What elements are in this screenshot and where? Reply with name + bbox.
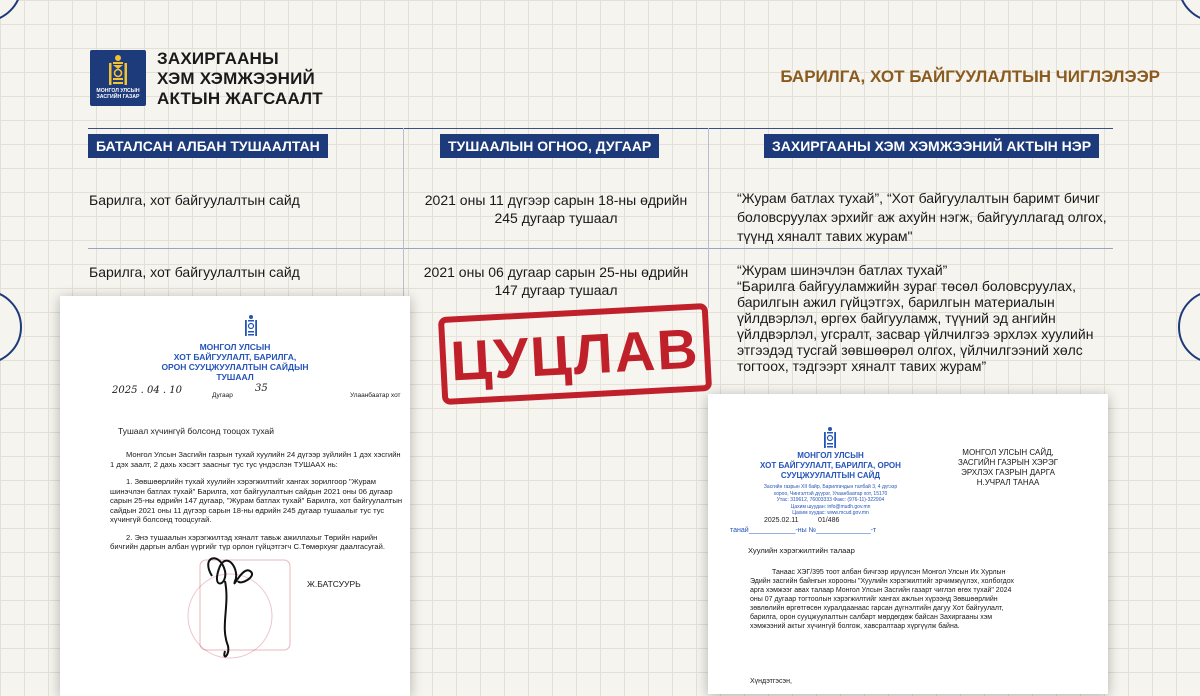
order-body-line: 1. Зөвшөөрлийн тухай хуулийн хэрэгжилтийг хангах зорилгоор "Журам (126, 477, 376, 486)
letter-address-line: Цахим шуудан: info@mudh.gov.mn (790, 503, 871, 510)
letter-date-number: 2025.02.11 01/486 (764, 517, 840, 524)
order-body-line: 1 дэх заалт, 2 дахь хэсэгт заасныг тус тус үндэслэн ТУШААХ нь: (110, 459, 338, 469)
letter-body-line: оны 07 дугаар тогтоолын хэрэгжилтийг хангах ажлын хүрээнд Зөвшөөрлийн (750, 596, 998, 603)
order-org-line: ОРОН СУУЦЖУУЛАЛТЫН САЙДЫН (161, 362, 309, 372)
letter-address-line: хороо, Чингэлтэй дүүрэг, Улаанбаатар хот, 15170 (773, 490, 888, 497)
title-line1: ЗАХИРГААНЫ (157, 49, 279, 68)
row2-name-line: үйлдвэрлэл, өргөх байгууламж, түүний эд ангийн (737, 310, 1056, 326)
letter-addressee (943, 448, 1073, 488)
letter-subject: Хуулийн хэрэгжилтийн талаар (748, 546, 855, 555)
row2-name-line: үйлдвэрлэл, угсралт, засвар үйлчилгээ эрхлэх хуулийн (737, 326, 1094, 342)
letter-body-line: хэмжээний актыг хүчингүй болгож, хавсралтаар хүргүүлж байна. (750, 623, 960, 630)
header-official: БАТАЛСАН АЛБАН ТУШААЛТАН (88, 134, 328, 158)
order-number-handwritten: 35 (255, 383, 268, 394)
order-body-line: хүчингүй болсонд тооцсугай. (110, 515, 212, 524)
order-body-line: шинэчлэн батлах тухай" Барилга, хот байгуулалтын сайдын 2021 оны 06 дугаар (110, 486, 393, 496)
table-top-divider (88, 128, 1113, 129)
corner-decoration (0, 290, 22, 364)
row2-act-name (737, 262, 1093, 374)
order-document-scan (60, 296, 410, 696)
order-city: Улаанбаатар хот (350, 392, 401, 399)
cancelled-stamp (438, 303, 712, 405)
order-org-line: ХОТ БАЙГУУЛАЛТ, БАРИЛГА, (173, 352, 297, 362)
header-date: ТУШААЛЫН ОГНОО, ДУГААР (440, 134, 659, 158)
letter-org (738, 451, 923, 481)
column-divider (708, 128, 709, 308)
letter-address-line: Цахим хуудас: www.mcud.gov.mn (792, 510, 869, 516)
letter-addressee-line: ЭРХЛЭХ ГАЗРЫН ДАРГА (961, 468, 1055, 477)
order-org-line: ТУШААЛ (216, 372, 254, 382)
row1-name-line: боловсруулах эрхийг аж ахуйн нэгж, байгууллагад олгох, (737, 209, 1107, 225)
order-date-handwritten: 2025 . 04 . 10 (112, 385, 182, 396)
letter-addressee-line: МОНГОЛ УЛСЫН САЙД, (962, 448, 1054, 457)
row2-name-line: барилгын ажил гүйцэтгэх, барилгын материалын (737, 294, 1055, 310)
letter-document-scan (708, 394, 1108, 694)
direction-heading: БАРИЛГА, ХОТ БАЙГУУЛАЛТЫН ЧИГЛЭЛЭЭР (780, 67, 1160, 86)
order-body (110, 450, 402, 552)
logo-caption-line1: МОНГОЛ УЛСЫН (96, 88, 140, 94)
title-line3: АКТЫН ЖАГСААЛТ (157, 89, 323, 108)
row1-name-line: “Журам батлах тухай”, “Хот байгуулалтын баримт бичиг (737, 190, 1100, 206)
order-org (60, 342, 410, 382)
letter-org-line: МОНГОЛ УЛСЫН (797, 451, 864, 460)
logo-caption-line2: ЗАСГИЙН ГАЗАР (96, 94, 140, 100)
letter-closing: Хүндэтгэсэн, (750, 678, 792, 685)
letter-org-line: ХОТ БАЙГУУЛАЛТ, БАРИЛГА, ОРОН (760, 461, 901, 470)
cancelled-stamp-text: ЦУЦЛАВ (449, 316, 701, 392)
order-body-line: сарын 25-ны өдрийн 147 дугаар, "Журам батлах тухай" Барилга, хот байгуулалтын (110, 496, 403, 505)
header-act-name: ЗАХИРГААНЫ ХЭМ ХЭМЖЭЭНИЙ АКТЫН НЭР (764, 134, 1099, 158)
row1-date (404, 191, 708, 227)
letter-body-line: барилга, орон сууцжуулалтын салбарт мөрдөгдөж байсан Захиргааны хэм (750, 614, 993, 621)
title-line2: ХЭМ ХЭМЖЭЭНИЙ (157, 69, 315, 88)
order-number-label: Дугаар (212, 392, 233, 399)
order-body-line: сайдын 2021 оны 11 дүгээр сарын 18-ны өдрийн 245 дугаар тушаалыг тус тус (110, 505, 385, 515)
corner-decoration (1178, 0, 1200, 22)
order-body-line: 2. Энэ тушаалын хэрэгжилтэд хяналт тавьж ажиллахыг Төрийн нарийн (126, 532, 378, 542)
page-title (157, 49, 323, 109)
corner-decoration (0, 0, 22, 22)
row2-date-line1: 2021 оны 06 дугаар сарын 25-ны өдрийн (423, 264, 689, 280)
letter-reference-line: танай____________-ны №______________-т (730, 527, 877, 534)
letter-address-line: Утас: 319612, 76003333 Факс: (976-11)-322904 (776, 497, 885, 503)
letter-body-line: зөвлөлийн өргөтгөсөн хуралдаанаас гарсан дүгнэлтийн дагуу Хот байгуулалт, (750, 605, 1004, 612)
soyombo-icon (242, 314, 260, 338)
corner-decoration (1178, 290, 1200, 364)
table-row-divider (88, 248, 1113, 249)
row2-name-line: “Барилга байгууламжийн зураг төсөл боловсруулах, (737, 278, 1076, 294)
row1-name-line: түүнд хяналт тавих журам" (737, 228, 913, 244)
signature-and-seal (180, 546, 330, 686)
row2-date-line2: 147 дугаар тушаал (494, 282, 618, 298)
order-body-line: бичгийн даргын албан үүргийг түр орлон гүйцэтгэгч С.Төмөрхуяг даалгасугай. (110, 542, 385, 551)
order-subject: Тушаал хүчингүй болсонд тооцох тухай (118, 426, 274, 436)
order-org-line: МОНГОЛ УЛСЫН (199, 342, 271, 352)
letter-body-line: Танаас ХЭГ/395 тоот албан бичгээр ирүүлсэн Монгол Улсын Их Хурлын (772, 569, 1006, 576)
row1-date-line1: 2021 оны 11 дүгээр сарын 18-ны өдрийн (424, 192, 688, 208)
letter-addressee-line: Н.УЧРАЛ ТАНАА (976, 478, 1040, 487)
letter-body (750, 568, 1014, 631)
row1-date-line2: 245 дугаар тушаал (494, 210, 618, 226)
row2-official: Барилга, хот байгуулалтын сайд (89, 264, 300, 280)
soyombo-icon (104, 54, 132, 88)
row2-date (404, 263, 708, 299)
letter-body-line: арга хэмжээг авах талаар Монгол Улсын Засгийн газарт чиглэл өгөх тухай" 2024 (750, 587, 1012, 594)
row1-official: Барилга, хот байгуулалтын сайд (89, 192, 300, 208)
government-logo (90, 50, 146, 106)
letter-body-line: Эдийн засгийн байнгын хорооны "Хуулийн хэрэгжилтийг эрчимжүүлэх, холбогдох (750, 578, 1015, 585)
order-body-line: Монгол Улсын Засгийн газрын тухай хуулийн 24 дүгээр зүйлийн 1 дэх хэсгийн (126, 450, 401, 459)
letter-org-line: СУУЦЖУУЛАЛТЫН САЙД (780, 471, 881, 480)
letter-addressee-line: ЗАСГИЙН ГАЗРЫН ХЭРЭГ (957, 458, 1059, 467)
row2-name-line: “Журам шинэчлэн батлах тухай” (737, 262, 948, 278)
soyombo-icon (821, 426, 839, 450)
letter-address-line: Засгийн газрын XII байр, Барилгачдын талбай 3, 4 дүгээр (763, 484, 898, 490)
row2-name-line: тогтоох, тэдгээрт хяналт тавих журам” (737, 358, 987, 374)
order-signer: Ж.БАТСУУРЬ (307, 579, 361, 589)
row1-act-name (737, 189, 1107, 246)
row2-name-line: этгээдэд тусгай зөвшөөрөл олгох, үйлчилгээний хөлс (737, 342, 1083, 358)
letter-address (738, 484, 923, 517)
